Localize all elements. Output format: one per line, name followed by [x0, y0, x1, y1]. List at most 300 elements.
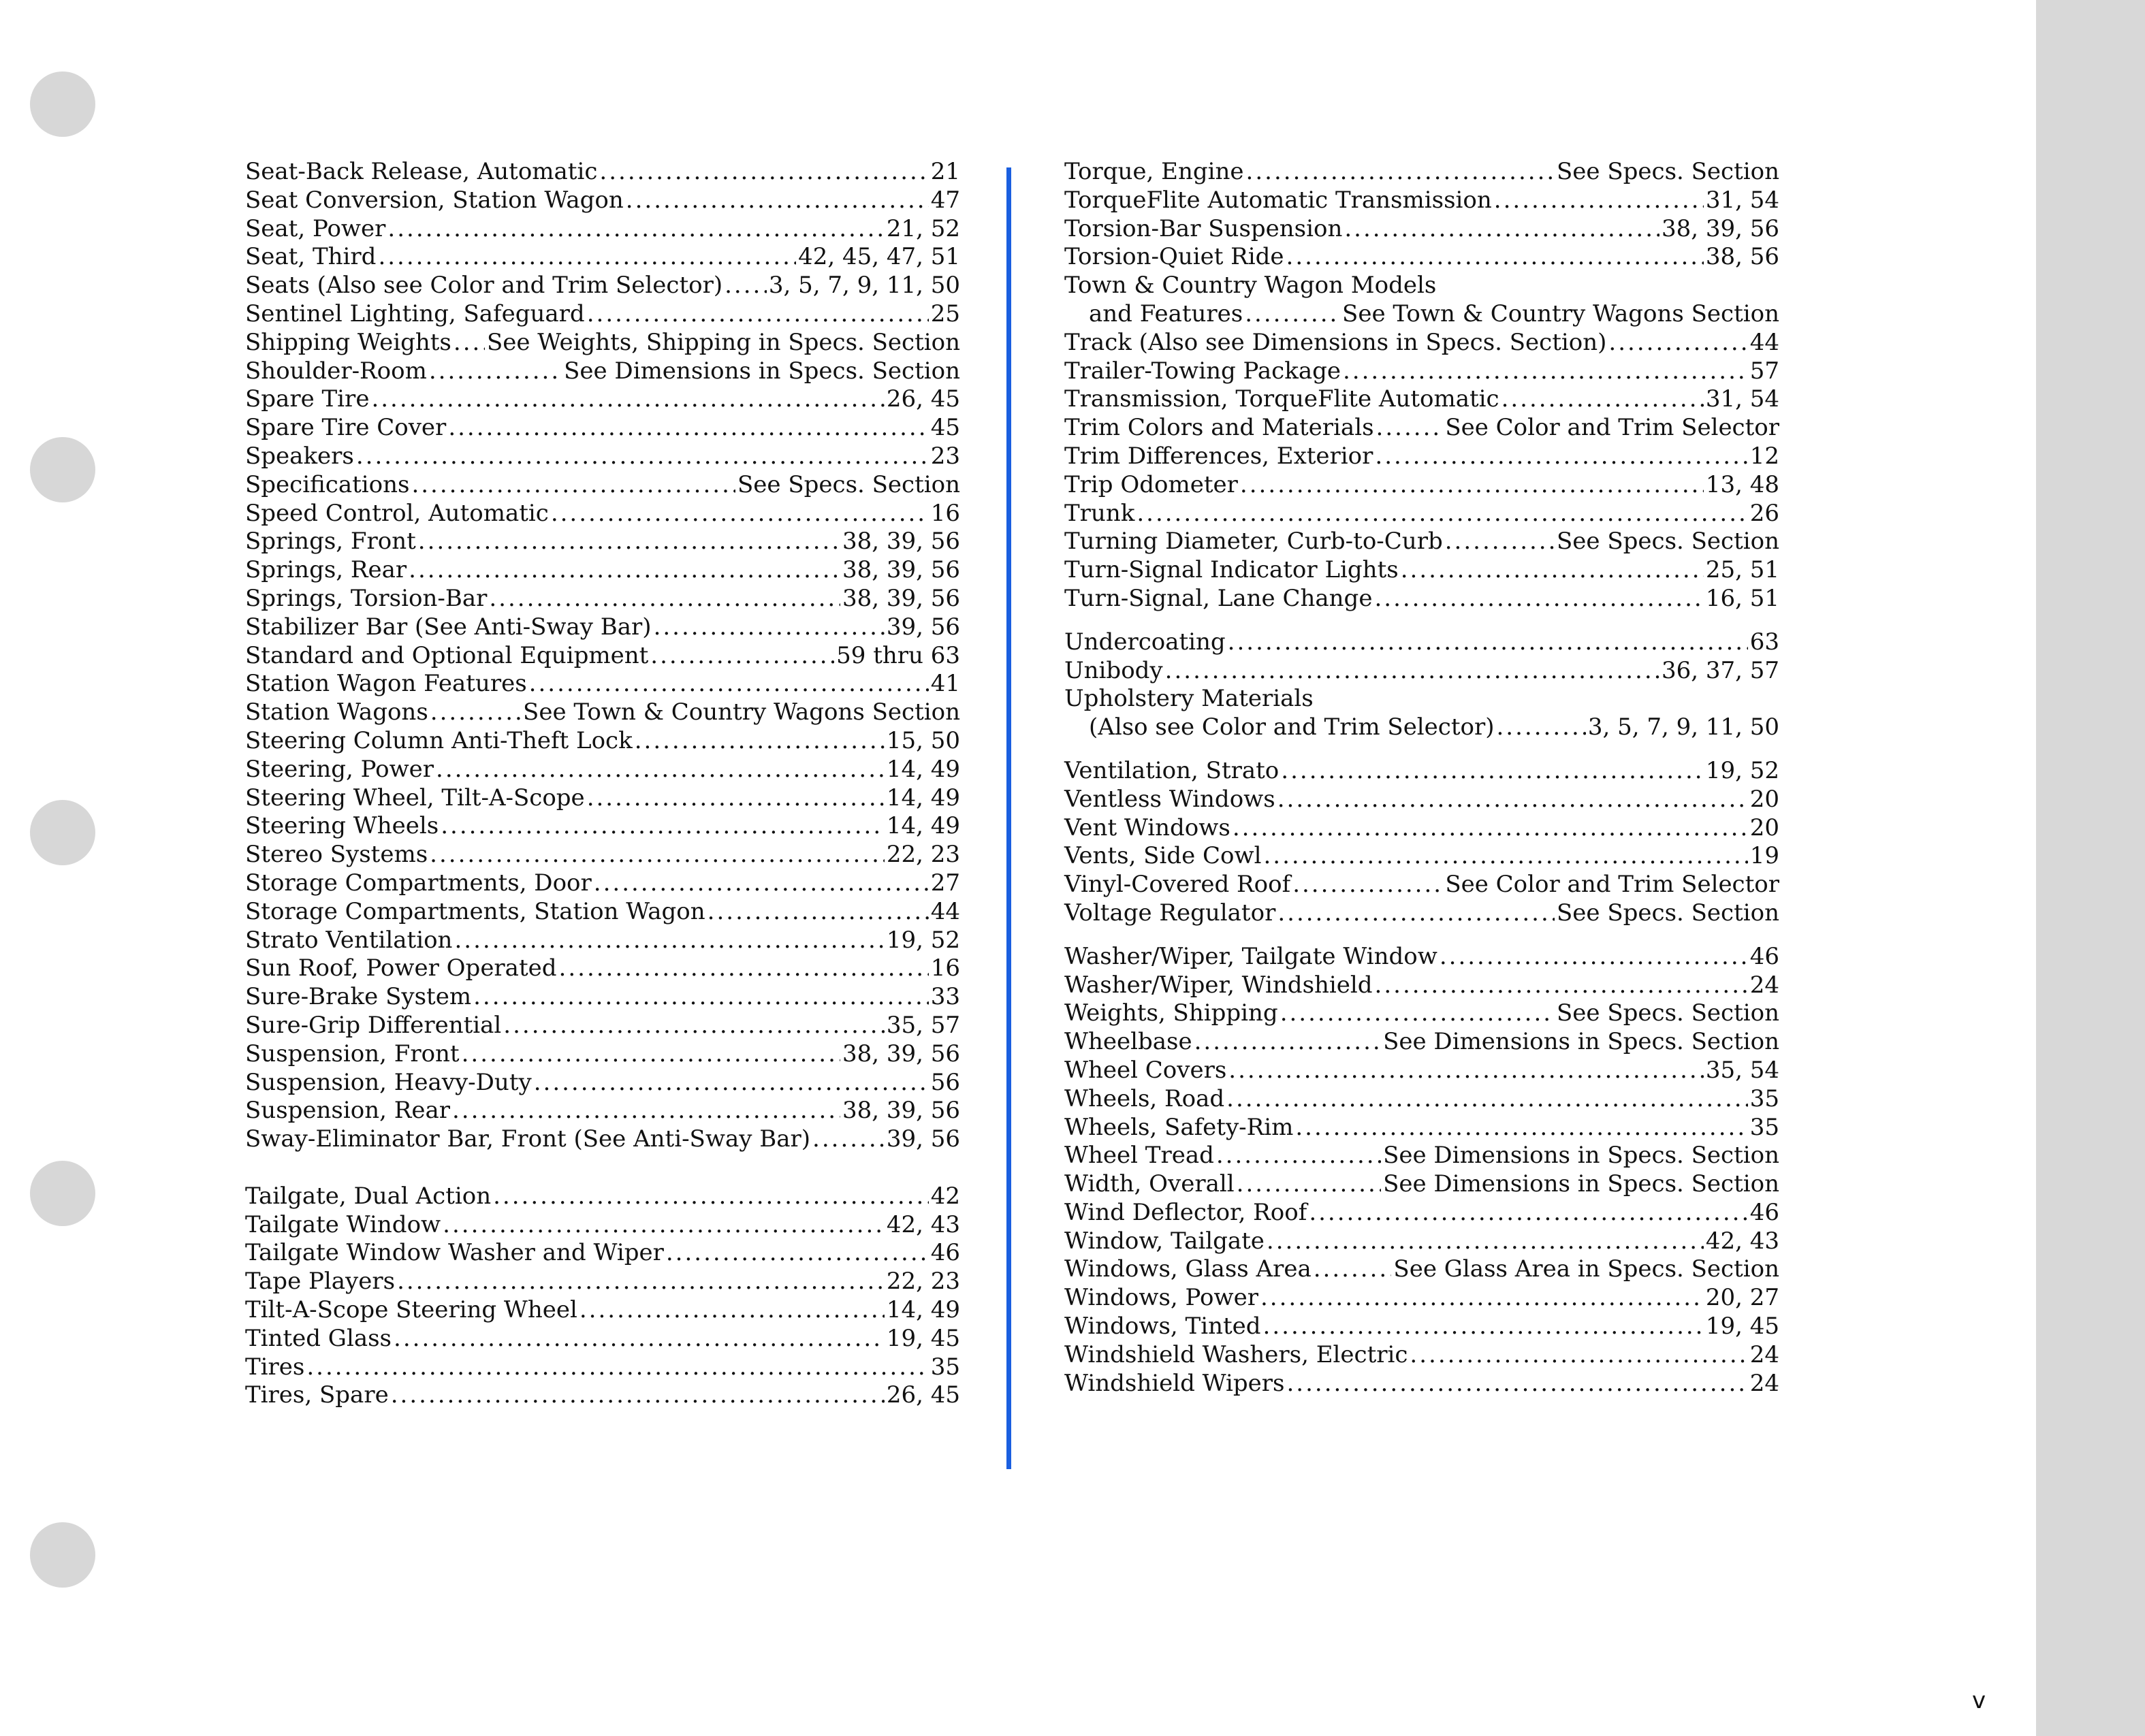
index-entry — [1064, 414, 1779, 443]
group-gap — [1064, 613, 1779, 628]
dot-leader — [1440, 943, 1748, 971]
group-gap — [245, 1154, 960, 1183]
dot-leader — [443, 1211, 885, 1240]
entry-page-ref: See Color and Trim Selector — [1445, 414, 1779, 442]
entry-page-ref: 20 — [1749, 814, 1779, 841]
entry-label: Washer/Wiper, Windshield — [1064, 971, 1373, 999]
index-entry — [1064, 187, 1779, 215]
entry-page-ref: 19 — [1749, 842, 1779, 870]
dot-leader — [1280, 999, 1555, 1028]
dot-leader — [1502, 385, 1704, 414]
index-entry — [1064, 528, 1779, 556]
entry-page-ref: 14, 49 — [886, 784, 960, 811]
index-entry — [1064, 1057, 1779, 1085]
index-entry — [1064, 243, 1779, 272]
index-entry — [1064, 158, 1779, 187]
dot-leader — [473, 983, 929, 1012]
entry-page-ref: 27 — [930, 869, 960, 897]
entry-page-ref: See Dimensions in Specs. Section — [1383, 1028, 1779, 1056]
index-entry — [245, 898, 960, 927]
entry-page-ref: 36, 37, 57 — [1661, 656, 1779, 684]
entry-label: Wheel Tread — [1064, 1142, 1214, 1170]
entry-page-ref: 19, 52 — [886, 926, 960, 954]
entry-label: Wheelbase — [1064, 1028, 1192, 1056]
entry-page-ref: See Specs. Section — [1557, 999, 1779, 1027]
dot-leader — [503, 1012, 885, 1040]
entry-page-ref: See Dimensions in Specs. Section — [564, 357, 960, 385]
entry-label: Spare Tire Cover — [245, 414, 447, 442]
entry-label: Speakers — [245, 442, 354, 470]
index-entry — [1064, 1085, 1779, 1114]
dot-leader — [1295, 1114, 1747, 1142]
index-entry — [1064, 1227, 1779, 1256]
index-entry — [245, 727, 960, 756]
index-entry — [1064, 1028, 1779, 1057]
entry-page-ref: See Specs. Section — [1557, 528, 1779, 556]
entry-label: Windshield Wipers — [1064, 1369, 1285, 1397]
entry-page-ref: See Glass Area in Specs. Section — [1393, 1255, 1779, 1283]
entry-page-ref: 44 — [930, 897, 960, 925]
punch-hole — [30, 1161, 95, 1226]
index-entry — [245, 357, 960, 386]
dot-leader — [1165, 657, 1659, 686]
index-entry — [1064, 871, 1779, 899]
scan-edge — [2036, 0, 2145, 1736]
entry-label: Wheel Covers — [1064, 1056, 1227, 1084]
dot-leader — [1281, 757, 1704, 786]
entry-label: Springs, Torsion-Bar — [245, 584, 488, 612]
dot-leader — [587, 300, 929, 329]
dot-leader — [454, 927, 884, 955]
entry-label: and Features — [1089, 300, 1243, 327]
punch-hole — [30, 71, 95, 137]
entry-label: Tailgate Window — [245, 1210, 441, 1238]
entry-label: Ventless Windows — [1064, 785, 1275, 813]
entry-page-ref: 38, 39, 56 — [842, 528, 960, 556]
entry-label: Seat Conversion, Station Wagon — [245, 186, 624, 214]
dot-leader — [1374, 585, 1703, 613]
entry-label: Town & Country Wagon Models — [1064, 272, 1437, 300]
dot-leader — [1263, 1313, 1704, 1341]
index-entry — [1064, 685, 1779, 713]
entry-label: Steering Wheel, Tilt-A-Scope — [245, 784, 585, 811]
entry-page-ref: 35 — [1749, 1113, 1779, 1141]
entry-label: TorqueFlite Automatic Transmission — [1064, 186, 1492, 214]
entry-label: Upholstery Materials — [1064, 685, 1314, 713]
entry-label: Vinyl-Covered Roof — [1064, 871, 1291, 899]
dot-leader — [599, 158, 928, 187]
index-entry — [245, 841, 960, 869]
entry-page-ref: 25, 51 — [1705, 556, 1779, 584]
index-entry — [245, 954, 960, 983]
entry-label: Station Wagon Features — [245, 670, 527, 698]
entry-page-ref: 38, 39, 56 — [842, 1040, 960, 1067]
entry-page-ref: 24 — [1749, 971, 1779, 999]
entry-label: Steering Column Anti-Theft Lock — [245, 726, 633, 754]
index-entry — [245, 670, 960, 698]
index-entry — [1064, 713, 1779, 742]
dot-leader — [391, 1381, 885, 1410]
dot-leader — [1240, 471, 1704, 500]
index-entry — [245, 869, 960, 898]
entry-page-ref: 16 — [930, 954, 960, 982]
entry-page-ref: 22, 23 — [886, 841, 960, 869]
index-entry — [1064, 357, 1779, 386]
index-entry — [245, 1040, 960, 1069]
dot-leader — [441, 812, 885, 841]
entry-page-ref: 26 — [1749, 499, 1779, 527]
entry-page-ref: 19, 52 — [1705, 756, 1779, 784]
entry-label: Unibody — [1064, 656, 1163, 684]
dot-leader — [1237, 1170, 1381, 1199]
entry-page-ref: 47 — [930, 186, 960, 214]
entry-label: Windows, Power — [1064, 1284, 1258, 1312]
entry-page-ref: 38, 39, 56 — [1661, 214, 1779, 242]
dot-leader — [1228, 1057, 1704, 1085]
dot-leader — [1226, 1085, 1748, 1114]
entry-label: Sway-Eliminator Bar, Front (See Anti-Sway Bar) — [245, 1125, 811, 1153]
dot-leader — [489, 585, 840, 613]
entry-page-ref: 35 — [1749, 1084, 1779, 1112]
entry-page-ref: 35, 54 — [1705, 1056, 1779, 1084]
entry-label: Window, Tailgate — [1064, 1227, 1265, 1255]
entry-label: Trip Odometer — [1064, 470, 1238, 498]
dot-leader — [551, 500, 929, 528]
index-entry — [1064, 842, 1779, 871]
index-entry — [1064, 757, 1779, 786]
entry-page-ref: See Specs. Section — [1557, 899, 1779, 927]
dot-leader — [397, 1268, 885, 1296]
entry-label: Undercoating — [1064, 628, 1226, 656]
entry-page-ref: 12 — [1749, 442, 1779, 470]
column-divider — [1006, 167, 1011, 1469]
entry-page-ref: 59 thru 63 — [836, 641, 960, 669]
dot-leader — [708, 898, 929, 927]
dot-leader — [1233, 814, 1748, 843]
index-entry — [245, 1183, 960, 1211]
entry-page-ref: 16 — [930, 499, 960, 527]
group-gap — [1064, 742, 1779, 757]
dot-leader — [1375, 971, 1748, 1000]
entry-page-ref: See Specs. Section — [1557, 158, 1779, 185]
dot-leader — [1137, 500, 1747, 528]
page-number: v — [1972, 1687, 1986, 1714]
entry-label: Suspension, Rear — [245, 1097, 450, 1125]
dot-leader — [1264, 842, 1748, 871]
entry-page-ref: 19, 45 — [1705, 1313, 1779, 1340]
index-entry — [245, 500, 960, 528]
entry-label: Wind Deflector, Roof — [1064, 1198, 1307, 1226]
entry-label: Tailgate Window Washer and Wiper — [245, 1239, 664, 1267]
entry-label: Turn-Signal Indicator Lights — [1064, 556, 1399, 584]
entry-label: Windows, Tinted — [1064, 1313, 1261, 1340]
index-entry — [245, 784, 960, 813]
dot-leader — [1401, 556, 1704, 585]
entry-label: Trailer-Towing Package — [1064, 357, 1341, 385]
index-entry — [1064, 500, 1779, 528]
entry-page-ref: 38, 56 — [1705, 243, 1779, 271]
entry-page-ref: See Dimensions in Specs. Section — [1383, 1170, 1779, 1198]
dot-leader — [378, 243, 796, 272]
index-entry — [245, 443, 960, 471]
entry-page-ref: See Specs. Section — [737, 470, 960, 498]
entry-label: Vent Windows — [1064, 814, 1230, 841]
index-entry — [1064, 943, 1779, 971]
entry-page-ref: 3, 5, 7, 9, 11, 50 — [1587, 713, 1779, 741]
index-entry — [1064, 1284, 1779, 1313]
entry-label: Torsion-Bar Suspension — [1064, 214, 1343, 242]
dot-leader — [812, 1125, 885, 1154]
index-entry — [245, 243, 960, 272]
entry-label: Storage Compartments, Door — [245, 869, 592, 897]
entry-page-ref: 20, 27 — [1705, 1284, 1779, 1312]
dot-leader — [594, 869, 929, 898]
entry-label: Shoulder-Room — [245, 357, 427, 385]
entry-page-ref: 14, 49 — [886, 755, 960, 783]
index-entry — [1064, 971, 1779, 1000]
entry-label: (Also see Color and Trim Selector) — [1089, 713, 1495, 741]
index-entry — [1064, 999, 1779, 1028]
index-entry — [1064, 385, 1779, 414]
dot-leader — [454, 329, 485, 357]
dot-leader — [409, 556, 840, 585]
entry-label: Stereo Systems — [245, 841, 428, 869]
index-entry — [245, 1296, 960, 1325]
dot-leader — [725, 272, 767, 300]
entry-label: Station Wagons — [245, 698, 428, 726]
index-entry — [245, 927, 960, 955]
dot-leader — [1260, 1284, 1704, 1313]
index-entry — [1064, 899, 1779, 928]
entry-label: Tires — [245, 1353, 305, 1381]
dot-leader — [579, 1296, 885, 1325]
entry-label: Ventilation, Strato — [1064, 756, 1280, 784]
index-entry — [1064, 786, 1779, 814]
dot-leader — [371, 385, 884, 414]
index-column-right — [1064, 158, 1779, 1398]
dot-leader — [650, 642, 834, 671]
dot-leader — [1494, 187, 1704, 215]
entry-page-ref: 22, 23 — [886, 1268, 960, 1296]
entry-page-ref: 25 — [930, 300, 960, 327]
index-entry — [245, 756, 960, 784]
dot-leader — [529, 670, 929, 698]
index-entry — [1064, 300, 1779, 329]
index-entry — [245, 528, 960, 556]
dot-leader — [1376, 414, 1444, 443]
entry-label: Seat, Power — [245, 214, 386, 242]
entry-label: Springs, Rear — [245, 556, 407, 584]
dot-leader — [1228, 628, 1748, 657]
index-entry — [245, 471, 960, 500]
entry-page-ref: 42 — [930, 1182, 960, 1210]
entry-page-ref: 42, 43 — [886, 1210, 960, 1238]
index-entry — [245, 1325, 960, 1353]
entry-page-ref: See Town & Country Wagons Section — [523, 698, 960, 726]
index-entry — [245, 1125, 960, 1154]
entry-page-ref: 42, 45, 47, 51 — [798, 243, 960, 271]
index-entry — [245, 698, 960, 727]
entry-page-ref: 14, 49 — [886, 812, 960, 840]
index-entry — [245, 1353, 960, 1382]
dot-leader — [452, 1097, 840, 1125]
dot-leader — [654, 613, 885, 642]
entry-label: Springs, Front — [245, 528, 416, 556]
entry-label: Torque, Engine — [1064, 158, 1244, 185]
index-entry — [1064, 556, 1779, 585]
entry-label: Stabilizer Bar (See Anti-Sway Bar) — [245, 613, 652, 641]
index-entry — [245, 1381, 960, 1410]
index-entry — [1064, 657, 1779, 686]
entry-label: Tinted Glass — [245, 1324, 392, 1352]
entry-label: Seat-Back Release, Automatic — [245, 158, 598, 185]
group-gap — [1064, 928, 1779, 943]
dot-leader — [448, 414, 928, 443]
entry-label: Trim Differences, Exterior — [1064, 442, 1373, 470]
index-entry — [1064, 1114, 1779, 1142]
entry-label: Strato Ventilation — [245, 926, 453, 954]
index-entry — [1064, 1142, 1779, 1170]
entry-page-ref: 21 — [930, 158, 960, 185]
entry-page-ref: 24 — [1749, 1369, 1779, 1397]
index-entry — [1064, 1313, 1779, 1341]
index-entry — [245, 1211, 960, 1240]
entry-page-ref: 35 — [930, 1353, 960, 1381]
dot-leader — [1344, 215, 1659, 244]
punch-hole — [30, 800, 95, 865]
entry-label: Seats (Also see Color and Trim Selector) — [245, 272, 723, 300]
entry-page-ref: 26, 45 — [886, 1381, 960, 1409]
dot-leader — [1314, 1255, 1392, 1284]
index-entry — [245, 1239, 960, 1268]
index-column-left — [245, 158, 960, 1410]
entry-page-ref: See Weights, Shipping in Specs. Section — [486, 328, 960, 356]
entry-label: Voltage Regulator — [1064, 899, 1276, 927]
dot-leader — [418, 528, 840, 556]
entry-page-ref: 57 — [1749, 357, 1779, 385]
entry-label: Tailgate, Dual Action — [245, 1182, 492, 1210]
dot-leader — [429, 357, 562, 386]
index-entry — [245, 158, 960, 187]
index-entry — [1064, 1170, 1779, 1199]
dot-leader — [1286, 1370, 1747, 1398]
entry-page-ref: 31, 54 — [1705, 186, 1779, 214]
index-entry — [245, 1268, 960, 1296]
dot-leader — [1608, 329, 1747, 357]
entry-label: Seat, Third — [245, 243, 377, 271]
entry-label: Speed Control, Automatic — [245, 499, 549, 527]
index-entry — [245, 613, 960, 642]
index-entry — [245, 556, 960, 585]
index-entry — [245, 983, 960, 1012]
dot-leader — [1309, 1199, 1747, 1227]
entry-label: Windows, Glass Area — [1064, 1255, 1312, 1283]
entry-label: Track (Also see Dimensions in Specs. Section) — [1064, 328, 1607, 356]
index-entry — [1064, 215, 1779, 244]
dot-leader — [534, 1069, 929, 1097]
entry-label: Suspension, Heavy-Duty — [245, 1068, 532, 1096]
dot-leader — [587, 784, 885, 813]
entry-page-ref: 46 — [1749, 942, 1779, 970]
entry-page-ref: 38, 39, 56 — [842, 1097, 960, 1125]
dot-leader — [1277, 899, 1555, 928]
dot-leader — [356, 443, 929, 471]
entry-page-ref: 23 — [930, 442, 960, 470]
index-entry — [1064, 329, 1779, 357]
entry-page-ref: 56 — [930, 1068, 960, 1096]
dot-leader — [411, 471, 735, 500]
entry-label: Shipping Weights — [245, 328, 451, 356]
entry-page-ref: See Town & Country Wagons Section — [1342, 300, 1779, 327]
punch-hole — [30, 1522, 95, 1588]
index-entry — [245, 215, 960, 244]
index-entry — [245, 187, 960, 215]
entry-label: Transmission, TorqueFlite Automatic — [1064, 385, 1499, 413]
entry-label: Wheels, Road — [1064, 1084, 1225, 1112]
entry-label: Sentinel Lighting, Safeguard — [245, 300, 585, 327]
entry-page-ref: 42, 43 — [1705, 1227, 1779, 1255]
entry-page-ref: 39, 56 — [886, 613, 960, 641]
dot-leader — [436, 756, 885, 784]
index-entry — [245, 414, 960, 443]
entry-label: Specifications — [245, 470, 410, 498]
entry-label: Turn-Signal, Lane Change — [1064, 584, 1373, 612]
entry-label: Wheels, Safety-Rim — [1064, 1113, 1294, 1141]
entry-page-ref: 45 — [930, 414, 960, 442]
index-entry — [245, 585, 960, 613]
entry-label: Vents, Side Cowl — [1064, 842, 1262, 870]
entry-page-ref: 38, 39, 56 — [842, 584, 960, 612]
index-entry — [1064, 1370, 1779, 1398]
entry-label: Windshield Washers, Electric — [1064, 1340, 1408, 1368]
entry-page-ref: See Color and Trim Selector — [1445, 871, 1779, 899]
entry-label: Standard and Optional Equipment — [245, 641, 649, 669]
entry-label: Tape Players — [245, 1268, 396, 1296]
dot-leader — [1343, 357, 1748, 386]
entry-label: Sure-Brake System — [245, 983, 472, 1011]
index-entry — [245, 1069, 960, 1097]
dot-leader — [462, 1040, 840, 1069]
dot-leader — [1216, 1142, 1381, 1170]
entry-page-ref: 46 — [930, 1239, 960, 1267]
entry-page-ref: 13, 48 — [1705, 470, 1779, 498]
dot-leader — [387, 215, 884, 244]
entry-page-ref: 3, 5, 7, 9, 11, 50 — [768, 272, 960, 300]
index-entry — [245, 642, 960, 671]
dot-leader — [306, 1353, 928, 1382]
entry-page-ref: 31, 54 — [1705, 385, 1779, 413]
entry-page-ref: 16, 51 — [1705, 584, 1779, 612]
index-entry — [1064, 471, 1779, 500]
dot-leader — [1277, 786, 1748, 814]
entry-page-ref: 24 — [1749, 1340, 1779, 1368]
dot-leader — [394, 1325, 885, 1353]
index-entry — [245, 385, 960, 414]
index-entry — [245, 272, 960, 300]
entry-label: Sun Roof, Power Operated — [245, 954, 557, 982]
entry-page-ref: 35, 57 — [886, 1011, 960, 1039]
entry-page-ref: 15, 50 — [886, 726, 960, 754]
entry-label: Spare Tire — [245, 385, 370, 413]
index-entry — [1064, 1199, 1779, 1227]
dot-leader — [1286, 243, 1704, 272]
entry-label: Sure-Grip Differential — [245, 1011, 502, 1039]
index-entry — [1064, 1341, 1779, 1370]
entry-label: Tires, Spare — [245, 1381, 389, 1409]
entry-page-ref: See Dimensions in Specs. Section — [1383, 1142, 1779, 1170]
entry-page-ref: 33 — [930, 983, 960, 1011]
index-entry — [1064, 814, 1779, 843]
